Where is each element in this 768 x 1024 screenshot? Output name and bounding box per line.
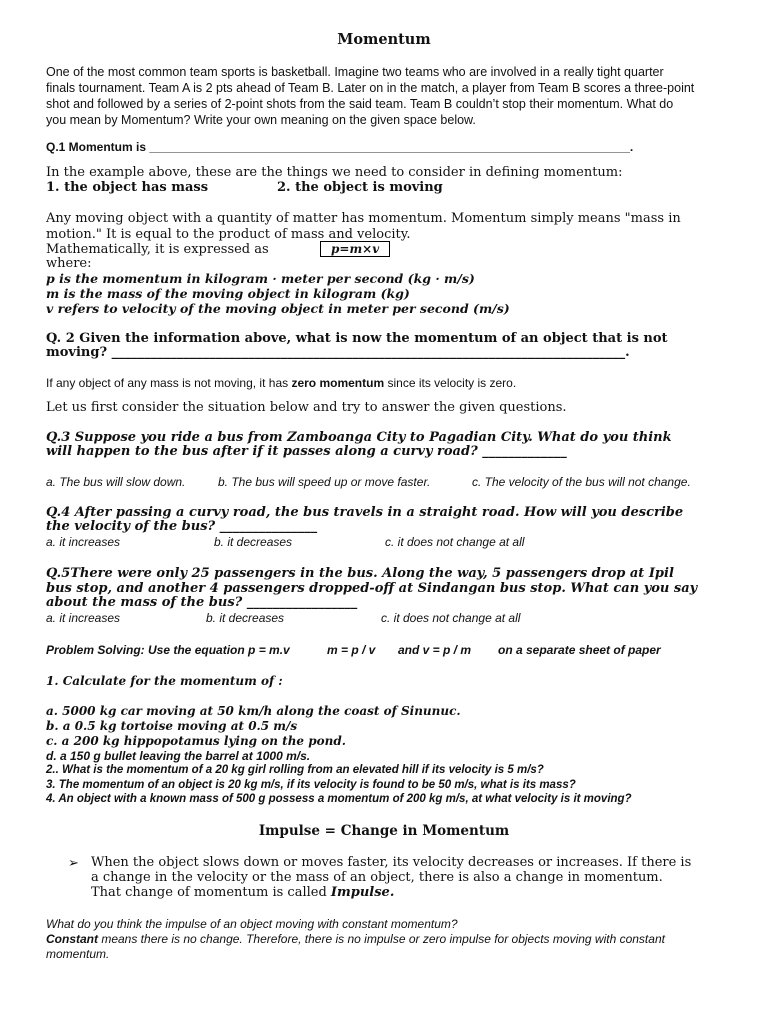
situation-line: Let us first consider the situation below and try to answer the given questions. [46, 400, 567, 415]
q5-option-b: b. it decreases [206, 611, 285, 625]
equation-velocity: and v = p / m [398, 643, 472, 657]
consider-item-2: 2. the object is moving [277, 180, 443, 195]
problem-solving-tail: on a separate sheet of paper [498, 643, 661, 657]
intro-line: One of the most common team sports is basketball. Imagine two teams who are involved in a really tight quarter [46, 65, 664, 79]
zero-note-text: If any object of any mass is not moving, it has [46, 376, 292, 390]
question-2-line: Q. 2 Given the information above, what is now the momentum of an object that is not [46, 331, 668, 346]
question-5-line: bus stop, and another 4 passengers dropped-off at Sindangan bus stop. What can you say [46, 581, 698, 596]
impulse-line: When the object slows down or moves faster, its velocity decreases or increases. If there is [91, 855, 692, 870]
impulse-line: a change in the velocity or the mass of an object, there is also a change in momentum. [91, 870, 663, 885]
question-4-line: the velocity of the bus? _______________ [46, 519, 318, 534]
consider-line: In the example above, these are the things we need to consider in defining momentum: [46, 165, 623, 180]
q3-option-b: b. The bus will speed up or move faster. [218, 475, 431, 489]
impulse-line [91, 885, 394, 900]
momentum-formula: p=m×v [320, 241, 390, 257]
calc-question-4: 4. An object with a known mass of 500 g possess a momentum of 200 kg m/s, at what velocity is it moving? [46, 793, 632, 805]
q4-option-a: a. it increases [46, 535, 121, 549]
calc-item-d: d. a 150 g bullet leaving the barrel at 1000 m/s. [46, 749, 311, 763]
calc-item-a: a. 5000 kg car moving at 50 km/h along the coast of Sinunuc. [46, 704, 461, 718]
zero-momentum-note [46, 376, 516, 390]
question-4-line: Q.4 After passing a curvy road, the bus travels in a straight road. How will you describe [46, 505, 684, 520]
equation-mass: m = p / v [327, 643, 376, 657]
intro-line: shot and followed by a series of 2-point shots from the said team. Team B couldn’t stop their momentum. What do [46, 97, 674, 111]
calculate-heading: 1. Calculate for the momentum of : [46, 674, 283, 688]
where-label: where: [46, 256, 92, 271]
closing-line [46, 932, 665, 946]
definition-line: motion." It is equal to the product of mass and velocity. [46, 227, 411, 242]
impulse-text: That change of momentum is called [91, 885, 331, 900]
impulse-term: Impulse. [330, 885, 395, 900]
question-2-line: moving? _______________________________________________________________________________. [46, 345, 630, 360]
q5-option-c: c. it does not change at all [381, 611, 521, 625]
question-1: Q.1 Momentum is ________________________________________________________________________. [46, 140, 634, 154]
definition-line: Mathematically, it is expressed as [46, 242, 269, 257]
question-5-line: about the mass of the bus? _________________ [46, 595, 358, 610]
calc-question-2: 2.. What is the momentum of a 20 kg girl rolling from an elevated hill if its velocity is 5 m/s? [46, 764, 544, 776]
closing-text: means there is no change. Therefore, there is no impulse or zero impulse for objects moving with constant [98, 932, 665, 946]
calc-question-3: 3. The momentum of an object is 20 kg m/s, if its velocity is found to be 50 m/s, what is its mass? [46, 779, 576, 791]
question-3-line: Q.3 Suppose you ride a bus from Zamboanga City to Pagadian City. What do you think [46, 430, 672, 445]
zero-note-bold: zero momentum [291, 376, 385, 390]
problem-solving-label: Problem Solving: Use the equation p = m.v [46, 643, 290, 657]
consider-item-1: 1. the object has mass [46, 180, 209, 195]
q5-option-a: a. it increases [46, 611, 121, 625]
question-5-line: Q.5There were only 25 passengers in the bus. Along the way, 5 passengers drop at Ipil [46, 566, 674, 581]
intro-line: finals tournament. Team A is 2 pts ahead of Team B. Later on in the match, a player from Team B scores a three-point [46, 81, 695, 95]
calc-item-c: c. a 200 kg hippopotamus lying on the pond. [46, 734, 346, 748]
definition-p: p is the momentum in kilogram · meter per second (kg · m/s) [46, 271, 475, 286]
zero-note-text: since its velocity is zero. [384, 376, 517, 390]
intro-line: you mean by Momentum? Write your own meaning on the given space below. [46, 113, 476, 127]
question-3-line: will happen to the bus after if it passes along a curvy road? _____________ [46, 444, 567, 459]
definition-line: Any moving object with a quantity of matter has momentum. Momentum simply means "mass in [46, 211, 681, 226]
q3-option-a: a. The bus will slow down. [46, 475, 186, 489]
constant-term: Constant [46, 932, 98, 946]
bullet-arrow-icon: ➢ [68, 855, 79, 870]
page-title: Momentum [337, 31, 431, 48]
q4-option-c: c. it does not change at all [385, 535, 525, 549]
q4-option-b: b. it decreases [214, 535, 293, 549]
impulse-title: Impulse = Change in Momentum [258, 823, 510, 839]
q3-option-c: c. The velocity of the bus will not change. [472, 475, 691, 489]
definition-v: v refers to velocity of the moving object in meter per second (m/s) [46, 301, 510, 316]
calc-item-b: b. a 0.5 kg tortoise moving at 0.5 m/s [46, 719, 298, 733]
definition-m: m is the mass of the moving object in kilogram (kg) [46, 286, 410, 301]
closing-question: What do you think the impulse of an object moving with constant momentum? [46, 917, 458, 931]
closing-line-end: momentum. [46, 947, 110, 961]
